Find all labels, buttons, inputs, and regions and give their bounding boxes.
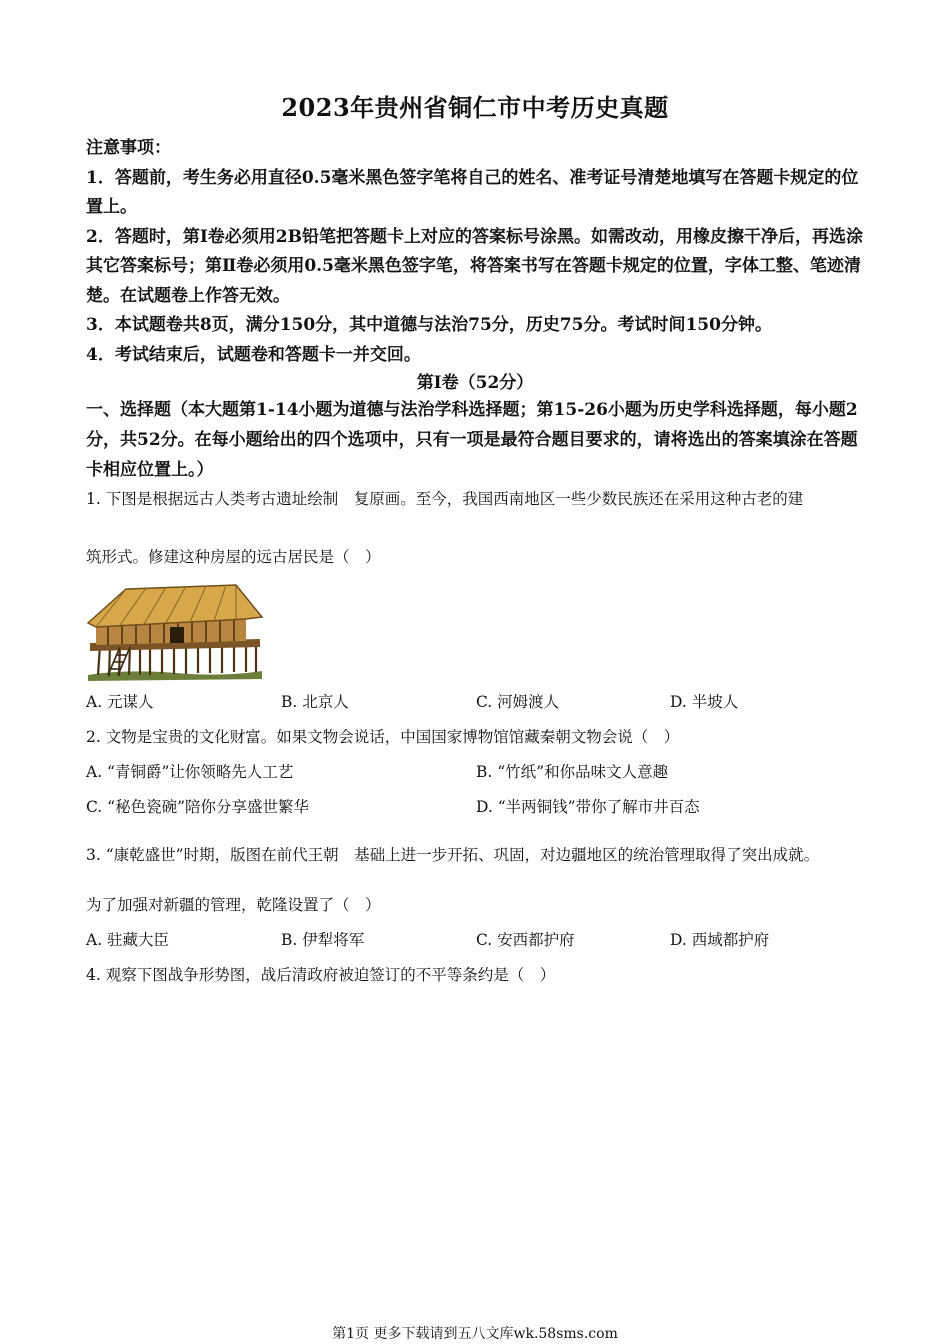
notice-block: [86, 134, 866, 370]
notice-item: 1．答题前，考生务必用直径0.5毫米黑色签字笔将自己的姓名、准考证号清楚地填写在答题卡规定的位置上。: [86, 167, 859, 217]
notice-heading: 注意事项：: [86, 138, 171, 158]
stilt-house-illustration: [86, 583, 264, 683]
notice-item: 4．考试结束后，试题卷和答题卡一并交回。: [86, 344, 421, 365]
option-b[interactable]: B. 北京人: [281, 693, 349, 711]
question-2-text: 2. 文物是宝贵的文化财富。如果文物会说话，中国国家博物馆馆藏秦朝文物会说（ ）: [86, 728, 680, 746]
question-4-text: 4. 观察下图战争形势图，战后清政府被迫签订的不平等条约是（ ）: [86, 966, 556, 984]
question-3-text-cont: 为了加强对新疆的管理，乾隆设置了（ ）: [86, 896, 381, 914]
option-d[interactable]: D. 半坡人: [670, 693, 739, 711]
section-title: 第Ⅰ卷（52分）: [416, 373, 534, 393]
question-1-text-cont: 筑形式。修建这种房屋的远古居民是（ ）: [86, 548, 381, 566]
option-c[interactable]: C. “秘色瓷碗”陪你分享盛世繁华: [86, 798, 310, 816]
page-footer: 第1页 更多下载请到五八文库wk.58sms.com: [332, 1326, 618, 1342]
notice-item: 3．本试题卷共8页，满分150分，其中道德与法治75分，历史75分。考试时间150分钟。: [86, 315, 772, 335]
page-title: 2023年贵州省铜仁市中考历史真题: [281, 93, 669, 122]
option-a[interactable]: A. “青铜爵”让你领略先人工艺: [86, 763, 294, 781]
notice-item: 2．答题时，第Ⅰ卷必须用2B铅笔把答题卡上对应的答案标号涂黑。如需改动，用橡皮擦干净后，再选涂其它答案标号；第Ⅱ卷必须用0.5毫米黑色签字笔，将答案书写在答题卡规定的位置，字体工整、笔迹清楚。在试题卷上作答无效。: [86, 226, 863, 306]
option-a[interactable]: A. 元谋人: [86, 693, 154, 711]
option-b[interactable]: B. 伊犁将军: [281, 931, 365, 949]
option-c[interactable]: C. 安西都护府: [476, 931, 575, 949]
question-3-text: 3. “康乾盛世”时期，版图在前代王朝 基础上进一步开拓、巩固，对边疆地区的统治管理取得了突出成就。: [86, 846, 820, 864]
option-a[interactable]: A. 驻藏大臣: [86, 931, 170, 949]
option-d[interactable]: D. 西域都护府: [670, 931, 770, 949]
option-c[interactable]: C. 河姆渡人: [476, 693, 560, 711]
option-d[interactable]: D. “半两铜钱”带你了解市井百态: [476, 798, 700, 816]
question-1-text: 1. 下图是根据远古人类考古遗址绘制 复原画。至今，我国西南地区一些少数民族还在采用这种古老的建: [86, 490, 804, 508]
option-b[interactable]: B. “竹纸”和你品味文人意趣: [476, 763, 669, 781]
section-description: 一、选择题（本大题第1-14小题为道德与法治学科选择题；第15-26小题为历史学科选择题，每小题2分，共52分。在每小题给出的四个选项中，只有一项是最符合题目要求的，请将选出的答案填涂在答题卡相应位置上。）: [86, 400, 858, 480]
